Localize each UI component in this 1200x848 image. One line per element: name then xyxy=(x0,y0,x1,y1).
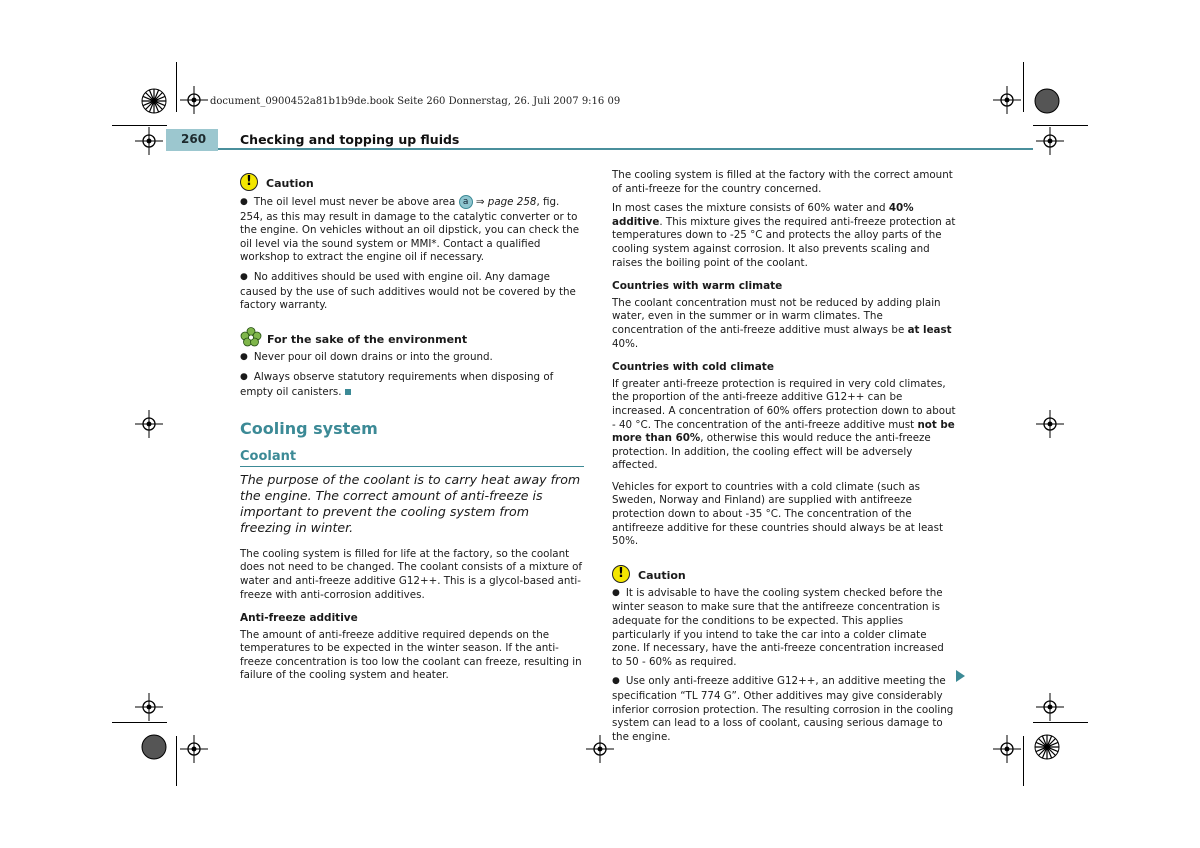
body-paragraph: The cooling system is filled for life at the factory, so the coolant does not need to be changed. The coolant consists of a mixture of water and anti-freeze additive G12++. This is a glycol-based anti-freeze with anti-corrosion additives. xyxy=(240,547,582,601)
page-number: 260 xyxy=(181,132,207,146)
registration-mark-icon xyxy=(1036,410,1064,438)
minor-heading: Countries with warm climate xyxy=(612,280,783,293)
left-column xyxy=(240,173,584,689)
minor-heading: Anti-freeze additive xyxy=(240,612,358,625)
right-column xyxy=(612,169,957,750)
cooling-system-section xyxy=(240,418,584,684)
area-marker-icon: a xyxy=(459,195,473,209)
warning-icon: ! xyxy=(612,565,630,583)
file-header: document_0900452a81b1b9de.book Seite 260 Donnerstag, 26. Juli 2007 9:16 09 xyxy=(210,96,621,107)
caution-bullet: ● The oil level must never be above area a ⇒ page 258, fig. 254, as this may result in damage to the catalytic converter or to the engine. On vehicles without an oil dipstick, you can check the oil level via the sound system or MMI*. Contact a qualified workshop to extract the engine oil if necessary. xyxy=(240,196,580,264)
caution-heading xyxy=(612,565,957,583)
caution-title: Caution xyxy=(638,569,686,583)
caution-bullet: ● Use only anti-freeze additive G12++, an additive meeting the specification “TL 774 G”. Other additives may give considerably inferior corrosion protection. The resulting corrosion in the cooling system can lead to a loss of coolant, causing serious damage to the engine. xyxy=(612,675,954,743)
registration-mark-icon xyxy=(135,410,163,438)
caution-bullet: ● It is advisable to have the cooling system checked before the winter season to make sure that the antifreeze concentration is adequate for the conditions to be expected. This applies particularly if you intend to take the car into a colder climate zone. If necessary, have the anti-freeze concentration increased to 50 - 60% as required. xyxy=(612,586,944,668)
subsection-rule xyxy=(240,466,584,467)
section-heading: Cooling system xyxy=(240,418,378,438)
gray-target-icon xyxy=(141,734,167,760)
lead-paragraph: The purpose of the coolant is to carry heat away from the engine. The correct amount of anti-freeze is important to prevent the cooling system from freezing in winter. xyxy=(240,471,581,535)
warning-icon: ! xyxy=(240,173,258,191)
bullet-dot: ● xyxy=(240,197,248,207)
page-reference-link[interactable]: page 258 xyxy=(487,196,537,208)
minor-heading: Countries with cold climate xyxy=(612,361,774,374)
environment-title: For the sake of the environment xyxy=(267,333,468,347)
header-rule xyxy=(218,148,1033,150)
continue-arrow-icon[interactable] xyxy=(956,670,965,682)
environment-heading xyxy=(240,327,584,347)
starburst-target-icon xyxy=(141,88,167,114)
registration-mark-icon xyxy=(180,86,208,114)
registration-mark-icon xyxy=(135,127,163,155)
caution-box-cooling xyxy=(612,565,957,745)
starburst-target-icon xyxy=(1034,734,1060,760)
bullet-dot: ● xyxy=(612,676,620,687)
registration-mark-icon xyxy=(135,693,163,721)
registration-mark-icon xyxy=(180,735,208,763)
bullet-dot: ● xyxy=(240,351,248,362)
bullet-dot: ● xyxy=(240,372,248,383)
end-of-section-icon xyxy=(345,389,351,395)
subsection-heading: Coolant xyxy=(240,449,297,465)
body-paragraph: The coolant concentration must not be reduced by adding plain water, even in the summer or in warm climates. The concentration of the anti-freeze additive must always be at least 40%. xyxy=(612,296,952,350)
body-paragraph: The cooling system is filled at the factory with the correct amount of anti-freeze for the country concerned. xyxy=(612,169,953,195)
environment-flower-icon xyxy=(240,327,262,347)
bullet-dot: ● xyxy=(612,587,620,598)
registration-mark-icon xyxy=(1036,127,1064,155)
registration-mark-icon xyxy=(993,86,1021,114)
caution-title: Caution xyxy=(266,177,314,191)
environment-bullet: ● Never pour oil down drains or into the ground. xyxy=(240,350,493,363)
body-paragraph: Vehicles for export to countries with a cold climate (such as Sweden, Norway and Finland) are supplied with antifreeze protection down to about -35 °C. The concentration of the antifreeze additive for these countries should always be at least 50%. xyxy=(612,480,944,548)
caution-heading xyxy=(240,173,584,191)
bullet-dot: ● xyxy=(240,271,248,282)
body-paragraph: The amount of anti-freeze additive required depends on the temperatures to be expected in the winter season. If the anti-freeze concentration is too low the coolant can freeze, resulting in failure of the cooling system and heater. xyxy=(240,628,582,682)
caution-box-oil xyxy=(240,173,584,313)
environment-box xyxy=(240,327,584,400)
registration-mark-icon xyxy=(1036,693,1064,721)
caution-bullet: ● No additives should be used with engine oil. Any damage caused by the use of such additives would not be covered by the factory warranty. xyxy=(240,270,576,312)
registration-mark-icon xyxy=(993,735,1021,763)
environment-bullet: ● Always observe statutory requirements when disposing of empty oil canisters. xyxy=(240,371,554,398)
gray-target-icon xyxy=(1034,88,1060,114)
body-paragraph: In most cases the mixture consists of 60% water and 40% additive. This mixture gives the required anti-freeze protection at temperatures down to -25 °C and protects the alloy parts of the cooling system against corrosion. It also prevents scaling and raises the boiling point of the coolant. xyxy=(612,202,956,269)
section-header: Checking and topping up fluids xyxy=(240,132,460,147)
body-paragraph: If greater anti-freeze protection is required in very cold climates, the proportion of the anti-freeze additive G12++ can be increased. A concentration of 60% offers protection down to about - 40 °C. The concentration of the anti-freeze additive must not be more than 60%, otherwise this would reduce the anti-freeze protection. In addition, the cooling effect will be adversely affected. xyxy=(612,377,956,472)
registration-mark-icon xyxy=(586,735,614,763)
